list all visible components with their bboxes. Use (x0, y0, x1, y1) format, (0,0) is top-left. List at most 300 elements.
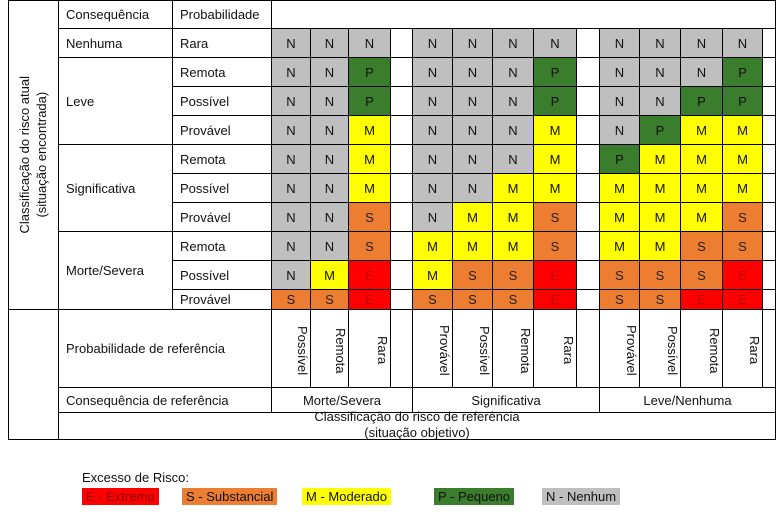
gap-cell (577, 290, 600, 310)
row-probability-2 (173, 87, 272, 116)
risk-cell-N (272, 203, 311, 232)
gap-cell (763, 174, 776, 203)
risk-cell-N (272, 145, 311, 174)
risk-cell-N (272, 174, 311, 203)
risk-code: E (365, 267, 374, 283)
risk-cell-N (600, 29, 640, 58)
risk-code: E (738, 267, 747, 283)
risk-cell-N (413, 174, 453, 203)
row-probability-7 (173, 232, 272, 261)
risk-code: S (325, 292, 334, 307)
risk-code: P (365, 93, 374, 109)
gap-cell (391, 261, 413, 290)
risk-cell-M (534, 116, 577, 145)
risk-code: M (549, 180, 561, 196)
risk-code: N (286, 151, 296, 167)
risk-cell-M (453, 203, 493, 232)
legend-title: Excesso de Risco: (82, 470, 189, 485)
ref-probability-col-label: Possível (477, 325, 492, 376)
row-probability-label: Provável (180, 209, 231, 225)
risk-cell-M (723, 116, 763, 145)
risk-cell-N (272, 87, 311, 116)
risk-code: N (324, 238, 335, 254)
legend-item-P: P - Pequeno (434, 488, 514, 505)
risk-code: N (286, 35, 296, 51)
risk-cell-S (453, 290, 493, 310)
ref-probability-col-2-0 (600, 310, 640, 388)
risk-code: P (365, 64, 374, 80)
gap-cell (391, 145, 413, 174)
ref-probability-col-1-3 (534, 310, 577, 388)
risk-cell-S (493, 261, 534, 290)
gap-cell (577, 58, 600, 87)
risk-code: N (696, 64, 707, 80)
ref-probability-col-1-2 (493, 310, 534, 388)
ref-probability-col-label: Remota (518, 327, 533, 374)
row-consequence-label: Nenhuma (66, 35, 123, 51)
risk-code: N (467, 93, 478, 109)
row-probability-label: Possível (180, 267, 230, 283)
risk-cell-P (534, 58, 577, 87)
risk-cell-N (681, 58, 723, 87)
risk-cell-N (640, 87, 681, 116)
risk-cell-E (723, 290, 763, 310)
row-consequence-1 (59, 58, 173, 145)
risk-cell-N (600, 116, 640, 145)
risk-code: S (615, 267, 624, 283)
risk-code: N (614, 64, 625, 80)
risk-cell-N (640, 58, 681, 87)
risk-code: S (615, 292, 624, 307)
risk-cell-M (681, 116, 723, 145)
risk-cell-N (453, 174, 493, 203)
risk-cell-M (640, 174, 681, 203)
risk-code: S (365, 238, 374, 254)
gap-cell (391, 290, 413, 310)
risk-code: M (696, 209, 707, 225)
gap-cell (577, 261, 600, 290)
risk-code: S (550, 238, 560, 254)
row-probability-label: Remota (180, 151, 226, 167)
row-probability-0 (173, 29, 272, 58)
risk-code: N (550, 35, 560, 51)
ref-probability-col-label: Rara (375, 336, 390, 365)
risk-cell-P (723, 58, 763, 87)
row-consequence-0 (59, 29, 173, 58)
gap-cell (391, 310, 413, 388)
gap-cell (577, 232, 600, 261)
risk-cell-N (272, 58, 311, 87)
risk-cell-N (453, 29, 493, 58)
risk-code: E (550, 267, 560, 283)
row-probability-label: Remota (180, 64, 226, 80)
risk-cell-S (493, 290, 534, 310)
risk-cell-E (723, 261, 763, 290)
ref-probability-col-2-1 (640, 310, 681, 388)
risk-cell-S (723, 232, 763, 261)
risk-code: M (507, 209, 519, 225)
ref-probability-col-label: Rara (747, 336, 762, 365)
risk-code: S (365, 209, 374, 225)
risk-code: N (324, 151, 335, 167)
risk-code: M (507, 180, 519, 196)
risk-cell-M (493, 174, 534, 203)
ref-probability-col-0-1 (311, 310, 349, 388)
risk-cell-S (272, 290, 311, 310)
ref-probability-col-2-3 (723, 310, 763, 388)
risk-code: N (508, 93, 518, 109)
current-risk-title (16, 76, 50, 234)
risk-code: E (697, 292, 706, 307)
risk-cell-N (413, 145, 453, 174)
risk-code: N (427, 180, 438, 196)
risk-cell-N (453, 87, 493, 116)
row-probability-9 (173, 290, 272, 310)
risk-cell-P (723, 87, 763, 116)
risk-cell-N (413, 116, 453, 145)
row-probability-6 (173, 203, 272, 232)
risk-code: N (286, 209, 296, 225)
risk-cell-N (453, 116, 493, 145)
risk-code: S (468, 292, 477, 307)
risk-cell-E (534, 261, 577, 290)
risk-code: N (467, 151, 478, 167)
gap-cell (391, 174, 413, 203)
risk-code: N (427, 35, 438, 51)
row-probability-label: Possível (180, 93, 230, 109)
risk-cell-E (349, 290, 391, 310)
current-risk-title-line1: Classificação do risco atual (17, 75, 32, 234)
probability-header-label: Probabilidade (180, 6, 260, 22)
risk-code: P (738, 64, 747, 80)
risk-code: N (508, 35, 518, 51)
risk-code: P (615, 151, 624, 167)
risk-code: S (655, 267, 665, 283)
risk-code: N (655, 35, 665, 51)
gap-cell (577, 87, 600, 116)
risk-code: N (286, 93, 296, 109)
risk-code: E (738, 292, 747, 307)
row-probability-label: Rara (180, 35, 209, 51)
legend-item-E: E - Extremo (82, 488, 159, 505)
risk-cell-N (272, 261, 311, 290)
risk-code: M (549, 151, 561, 167)
risk-code: S (508, 267, 518, 283)
risk-cell-M (493, 232, 534, 261)
risk-code: M (654, 151, 666, 167)
risk-cell-N (311, 203, 349, 232)
ref-risk-title-cell (59, 410, 776, 440)
risk-cell-M (600, 232, 640, 261)
risk-cell-E (349, 261, 391, 290)
risk-cell-S (600, 261, 640, 290)
risk-code: N (655, 64, 665, 80)
row-probability-5 (173, 174, 272, 203)
risk-code: S (550, 209, 560, 225)
risk-code: N (614, 93, 625, 109)
risk-cell-M (723, 145, 763, 174)
risk-code: N (286, 64, 296, 80)
ref-probability-col-0-0 (272, 310, 311, 388)
gap-cell (391, 29, 413, 58)
risk-code: M (467, 238, 478, 254)
risk-cell-N (493, 116, 534, 145)
risk-code: N (286, 180, 296, 196)
ref-probability-col-2-2 (681, 310, 723, 388)
risk-cell-N (272, 232, 311, 261)
gap-cell (577, 310, 600, 388)
risk-cell-M (349, 116, 391, 145)
gap-cell (577, 174, 600, 203)
risk-cell-N (493, 87, 534, 116)
risk-cell-P (349, 58, 391, 87)
risk-code: N (508, 122, 518, 138)
risk-code: N (286, 122, 296, 138)
risk-code: P (550, 64, 560, 80)
risk-cell-S (413, 290, 453, 310)
legend-item-S: S - Substancial (182, 488, 277, 505)
risk-cell-N (723, 29, 763, 58)
gap-cell (577, 145, 600, 174)
risk-cell-M (600, 174, 640, 203)
gap-cell (763, 261, 776, 290)
risk-cell-M (640, 203, 681, 232)
risk-code: M (467, 209, 478, 225)
risk-code: S (468, 267, 477, 283)
gap-cell (391, 232, 413, 261)
risk-cell-N (311, 145, 349, 174)
gap-cell (391, 58, 413, 87)
risk-code: N (467, 180, 478, 196)
risk-cell-M (681, 174, 723, 203)
ref-consequence-label: Consequência de referência (66, 392, 229, 408)
row-probability-label: Possível (180, 180, 230, 196)
risk-cell-N (453, 58, 493, 87)
risk-cell-M (723, 174, 763, 203)
risk-cell-S (534, 232, 577, 261)
risk-code: N (467, 64, 478, 80)
gap-cell (763, 290, 776, 310)
risk-cell-M (493, 203, 534, 232)
current-risk-title-cell (8, 0, 59, 310)
risk-cell-N (493, 58, 534, 87)
risk-code: S (286, 292, 296, 307)
ref-probability-col-label: Remota (333, 327, 348, 374)
risk-cell-S (349, 232, 391, 261)
gap-cell (763, 116, 776, 145)
risk-code: M (614, 238, 625, 254)
ref-risk-title-line1: Classificação do risco de referência (314, 408, 520, 424)
risk-cell-P (349, 87, 391, 116)
risk-code: M (737, 122, 748, 138)
risk-code: S (738, 238, 747, 254)
risk-code: N (324, 122, 335, 138)
risk-cell-S (681, 261, 723, 290)
risk-cell-M (349, 174, 391, 203)
risk-code: M (364, 151, 375, 167)
gap-cell (763, 145, 776, 174)
risk-code: N (467, 35, 478, 51)
risk-cell-P (600, 145, 640, 174)
row-consequence-label: Morte/Severa (66, 263, 145, 278)
risk-cell-N (272, 29, 311, 58)
risk-cell-S (600, 290, 640, 310)
gap-cell (763, 232, 776, 261)
risk-code: M (614, 209, 625, 225)
risk-cell-M (681, 203, 723, 232)
risk-code: P (550, 93, 560, 109)
risk-code: N (655, 93, 665, 109)
gap-cell (391, 116, 413, 145)
risk-code: P (697, 93, 706, 109)
risk-cell-N (311, 58, 349, 87)
gap-cell (577, 203, 600, 232)
risk-cell-N (311, 29, 349, 58)
ref-probability-col-1-0 (413, 310, 453, 388)
risk-cell-P (534, 87, 577, 116)
row-probability-3 (173, 116, 272, 145)
gap-cell (763, 29, 776, 58)
risk-code: M (654, 238, 666, 254)
risk-cell-N (493, 29, 534, 58)
risk-cell-N (311, 87, 349, 116)
risk-cell-N (272, 116, 311, 145)
risk-cell-M (681, 145, 723, 174)
risk-code: M (614, 180, 625, 196)
risk-code: M (324, 267, 335, 283)
gap-cell (577, 116, 600, 145)
risk-cell-N (600, 58, 640, 87)
risk-cell-N (349, 29, 391, 58)
risk-code: M (427, 238, 438, 254)
ref-probability-label: Probabilidade de referência (66, 341, 225, 356)
row-probability-label: Remota (180, 238, 226, 254)
risk-code: M (507, 238, 519, 254)
gap-cell (391, 87, 413, 116)
risk-cell-S (349, 203, 391, 232)
row-probability-8 (173, 261, 272, 290)
ref-probability-col-label: Rara (561, 336, 576, 365)
risk-code: N (427, 93, 438, 109)
risk-cell-M (453, 232, 493, 261)
ref-risk-title-line2: (situação objetivo) (364, 424, 470, 440)
risk-code: M (696, 151, 707, 167)
legend-item-M: M - Moderado (302, 488, 391, 505)
risk-code: P (655, 122, 665, 138)
ref-probability-col-1-1 (453, 310, 493, 388)
risk-code: N (614, 122, 625, 138)
risk-code: M (654, 209, 666, 225)
consequence-header (59, 0, 173, 29)
risk-code: N (286, 267, 296, 283)
ref-consequence-col-label: Morte/Severa (302, 392, 382, 408)
risk-cell-N (311, 174, 349, 203)
risk-cell-M (640, 232, 681, 261)
risk-cell-N (311, 232, 349, 261)
risk-cell-S (640, 261, 681, 290)
row-probability-label: Provável (180, 292, 231, 307)
gap-cell (763, 87, 776, 116)
risk-code: N (427, 209, 438, 225)
risk-code: S (697, 267, 706, 283)
risk-code: N (427, 151, 438, 167)
risk-code: S (738, 209, 747, 225)
risk-cell-M (349, 145, 391, 174)
risk-code: N (324, 180, 335, 196)
ref-probability-col-label: Provável (437, 325, 452, 376)
risk-cell-N (534, 29, 577, 58)
risk-code: M (364, 122, 375, 138)
risk-code: N (324, 64, 335, 80)
row-consequence-label: Significativa (66, 180, 136, 196)
risk-code: S (655, 292, 665, 307)
risk-cell-N (413, 203, 453, 232)
risk-code: M (696, 122, 707, 138)
risk-cell-P (640, 116, 681, 145)
risk-code: N (286, 238, 296, 254)
current-risk-title-line2: (situação encontrada) (34, 91, 49, 218)
risk-code: M (364, 180, 375, 196)
risk-cell-N (413, 58, 453, 87)
risk-code: E (550, 292, 560, 307)
risk-code: M (427, 267, 438, 283)
risk-code: N (508, 64, 518, 80)
risk-code: N (324, 35, 335, 51)
risk-code: N (467, 122, 478, 138)
risk-cell-N (413, 87, 453, 116)
risk-cell-N (681, 29, 723, 58)
risk-code: S (428, 292, 437, 307)
risk-cell-M (311, 261, 349, 290)
risk-cell-N (640, 29, 681, 58)
ref-probability-row-label (59, 310, 272, 388)
gap-cell (763, 58, 776, 87)
probability-header (173, 0, 272, 29)
risk-code: S (697, 238, 706, 254)
risk-cell-S (311, 290, 349, 310)
risk-code: E (365, 292, 374, 307)
risk-cell-S (640, 290, 681, 310)
risk-cell-M (534, 174, 577, 203)
risk-code: M (737, 180, 748, 196)
row-consequence-label: Leve (66, 93, 95, 109)
risk-code: N (427, 122, 438, 138)
gap-cell (763, 310, 776, 388)
gap-cell (763, 203, 776, 232)
risk-cell-M (413, 232, 453, 261)
risk-cell-S (453, 261, 493, 290)
risk-code: N (737, 35, 748, 51)
risk-cell-M (600, 203, 640, 232)
risk-code: M (549, 122, 561, 138)
risk-cell-N (311, 116, 349, 145)
risk-cell-N (600, 87, 640, 116)
risk-cell-S (534, 203, 577, 232)
risk-cell-S (723, 203, 763, 232)
ref-probability-col-0-2 (349, 310, 391, 388)
risk-code: N (427, 64, 438, 80)
risk-cell-M (413, 261, 453, 290)
risk-cell-N (413, 29, 453, 58)
gap-cell (391, 203, 413, 232)
header-empty (272, 0, 776, 29)
consequence-header-label: Consequência (66, 6, 150, 22)
risk-code: N (364, 35, 375, 51)
risk-cell-E (681, 290, 723, 310)
risk-code: N (614, 35, 625, 51)
legend-item-N: N - Nenhum (542, 488, 620, 505)
risk-code: M (737, 151, 748, 167)
